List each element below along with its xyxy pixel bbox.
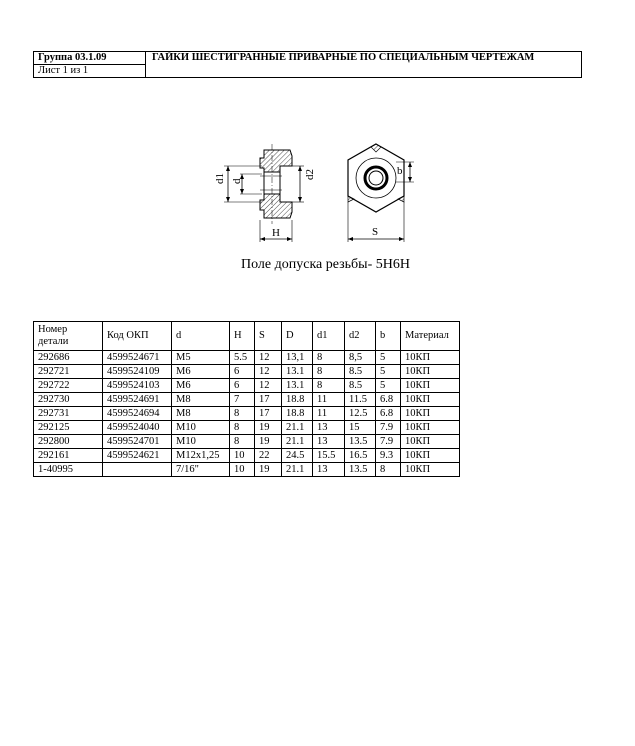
table-cell: 11.5 xyxy=(345,393,376,407)
dim-d1-label: d1 xyxy=(214,173,226,184)
table-cell: 8 xyxy=(313,379,345,393)
sheet-label: Лист 1 из 1 xyxy=(34,65,146,78)
table-cell: 13 xyxy=(313,463,345,477)
table-cell: 292161 xyxy=(34,449,103,463)
table-cell: 21.1 xyxy=(282,421,313,435)
table-cell: 292722 xyxy=(34,379,103,393)
header-table xyxy=(33,51,582,78)
table-cell: 1-40995 xyxy=(34,463,103,477)
table-cell: 10 xyxy=(230,449,255,463)
table-cell: 13.5 xyxy=(345,435,376,449)
table-cell: 8,5 xyxy=(345,351,376,365)
table-cell: M10 xyxy=(172,435,230,449)
table-row xyxy=(34,449,460,463)
table-cell: 292686 xyxy=(34,351,103,365)
table-cell: 24.5 xyxy=(282,449,313,463)
table-cell: 13.1 xyxy=(282,365,313,379)
table-cell: M12x1,25 xyxy=(172,449,230,463)
table-cell: 10КП xyxy=(401,449,460,463)
column-header: Номер детали xyxy=(34,322,103,351)
column-header: d1 xyxy=(313,322,345,351)
table-cell: M6 xyxy=(172,379,230,393)
table-cell: 292800 xyxy=(34,435,103,449)
table-cell: 4599524701 xyxy=(103,435,172,449)
specs-table xyxy=(33,321,460,477)
table-cell: 18.8 xyxy=(282,393,313,407)
column-header: d xyxy=(172,322,230,351)
document-title: ГАЙКИ ШЕСТИГРАННЫЕ ПРИВАРНЫЕ ПО СПЕЦИАЛЬНЫМ ЧЕРТЕЖАМ xyxy=(146,52,582,78)
table-cell: 4599524040 xyxy=(103,421,172,435)
table-cell: 13,1 xyxy=(282,351,313,365)
table-cell: 8 xyxy=(313,351,345,365)
table-cell: 10 xyxy=(230,463,255,477)
dim-b-label: b xyxy=(397,165,403,177)
table-cell: 19 xyxy=(255,463,282,477)
table-cell: 10КП xyxy=(401,379,460,393)
table-cell: 16.5 xyxy=(345,449,376,463)
dim-h-label: H xyxy=(272,227,280,239)
column-header: S xyxy=(255,322,282,351)
table-cell: M5 xyxy=(172,351,230,365)
table-cell: 13.5 xyxy=(345,463,376,477)
table-cell: 21.1 xyxy=(282,435,313,449)
column-header: d2 xyxy=(345,322,376,351)
table-cell: 21.1 xyxy=(282,463,313,477)
table-row xyxy=(34,435,460,449)
table-cell: 4599524671 xyxy=(103,351,172,365)
column-header: b xyxy=(376,322,401,351)
table-cell: 4599524694 xyxy=(103,407,172,421)
table-row xyxy=(34,463,460,477)
table-cell: 10КП xyxy=(401,421,460,435)
table-cell: 8 xyxy=(230,421,255,435)
nut-drawing xyxy=(200,140,420,255)
thread-tolerance-note: Поле допуска резьбы- 5Н6Н xyxy=(241,257,410,272)
table-row xyxy=(34,393,460,407)
table-cell: M6 xyxy=(172,365,230,379)
table-cell: 292125 xyxy=(34,421,103,435)
table-cell: 13 xyxy=(313,421,345,435)
table-cell: 12 xyxy=(255,365,282,379)
table-cell: 6.8 xyxy=(376,407,401,421)
table-cell: 10КП xyxy=(401,393,460,407)
table-cell: 292721 xyxy=(34,365,103,379)
table-cell: 5 xyxy=(376,351,401,365)
table-cell: 12 xyxy=(255,379,282,393)
dim-s-label: S xyxy=(372,226,379,238)
table-cell: 5 xyxy=(376,365,401,379)
table-cell: 13.1 xyxy=(282,379,313,393)
table-row xyxy=(34,365,460,379)
table-cell: 7.9 xyxy=(376,421,401,435)
table-cell: 22 xyxy=(255,449,282,463)
table-cell: 10КП xyxy=(401,365,460,379)
table-cell: 5 xyxy=(376,379,401,393)
table-cell: 6 xyxy=(230,379,255,393)
table-cell: 5.5 xyxy=(230,351,255,365)
table-cell: 7.9 xyxy=(376,435,401,449)
table-cell: 10КП xyxy=(401,435,460,449)
table-cell xyxy=(103,463,172,477)
table-cell: 8.5 xyxy=(345,379,376,393)
column-header: H xyxy=(230,322,255,351)
column-header: Код ОКП xyxy=(103,322,172,351)
table-cell: 15 xyxy=(345,421,376,435)
table-cell: M10 xyxy=(172,421,230,435)
table-cell: 12 xyxy=(255,351,282,365)
table-cell: 10КП xyxy=(401,463,460,477)
table-cell: 4599524691 xyxy=(103,393,172,407)
table-cell: M8 xyxy=(172,393,230,407)
group-label: Группа 03.1.09 xyxy=(34,52,146,65)
table-cell: 12.5 xyxy=(345,407,376,421)
table-cell: 6.8 xyxy=(376,393,401,407)
dim-d2-label: d2 xyxy=(304,169,316,180)
table-cell: 4599524621 xyxy=(103,449,172,463)
table-row xyxy=(34,407,460,421)
table-cell: 8 xyxy=(230,407,255,421)
top-view xyxy=(348,144,404,212)
table-cell: 11 xyxy=(313,407,345,421)
table-cell: 8 xyxy=(230,435,255,449)
table-cell: 7/16" xyxy=(172,463,230,477)
table-row xyxy=(34,379,460,393)
table-cell: 10КП xyxy=(401,351,460,365)
table-row xyxy=(34,421,460,435)
table-cell: 17 xyxy=(255,393,282,407)
table-cell: 17 xyxy=(255,407,282,421)
table-cell: 8.5 xyxy=(345,365,376,379)
dim-d-label: d xyxy=(231,178,243,184)
column-header: D xyxy=(282,322,313,351)
table-cell: 15.5 xyxy=(313,449,345,463)
table-cell: 10КП xyxy=(401,407,460,421)
table-cell: 18.8 xyxy=(282,407,313,421)
table-cell: 4599524109 xyxy=(103,365,172,379)
table-cell: 19 xyxy=(255,435,282,449)
table-cell: 11 xyxy=(313,393,345,407)
table-cell: M8 xyxy=(172,407,230,421)
table-cell: 292731 xyxy=(34,407,103,421)
table-cell: 9.3 xyxy=(376,449,401,463)
table-cell: 292730 xyxy=(34,393,103,407)
table-cell: 6 xyxy=(230,365,255,379)
column-header: Материал xyxy=(401,322,460,351)
table-cell: 19 xyxy=(255,421,282,435)
table-cell: 7 xyxy=(230,393,255,407)
table-cell: 13 xyxy=(313,435,345,449)
table-row xyxy=(34,351,460,365)
table-cell: 4599524103 xyxy=(103,379,172,393)
table-cell: 8 xyxy=(313,365,345,379)
table-cell: 8 xyxy=(376,463,401,477)
